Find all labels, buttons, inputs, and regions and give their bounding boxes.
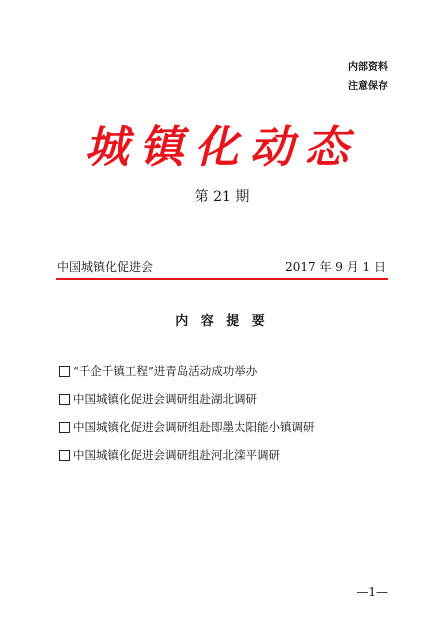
toc-item-text: “千企千镇工程”进青岛活动成功举办: [73, 364, 258, 378]
page-number: —1—: [356, 585, 388, 599]
checkbox-icon: [59, 450, 70, 461]
toc-item-text: 中国城镇化促进会调研组赴河北滦平调研: [73, 448, 280, 462]
publisher-name: 中国城镇化促进会: [57, 260, 154, 274]
toc-item: [59, 441, 315, 469]
red-divider-rule: [56, 278, 388, 280]
confidential-marks: [348, 58, 388, 96]
toc-item-text: 中国城镇化促进会调研组赴即墨太阳能小镇调研: [73, 420, 315, 434]
toc-item: [59, 385, 315, 413]
checkbox-icon: [59, 422, 70, 433]
checkbox-icon: [59, 394, 70, 405]
checkbox-icon: [59, 366, 70, 377]
issue-number: 第 21 期: [194, 189, 250, 205]
publication-date: 2017 年 9 月 1 日: [285, 260, 386, 274]
toc-item: [59, 357, 315, 385]
toc-list: [59, 357, 315, 469]
toc-item-text: 中国城镇化促进会调研组赴湖北调研: [73, 392, 257, 406]
confidential-mark-internal: 内部资料: [348, 62, 388, 73]
toc-heading: 内 容 提 要: [175, 314, 269, 329]
toc-item: [59, 413, 315, 441]
confidential-mark-keep: 注意保存: [348, 81, 388, 92]
masthead-title: 城镇化动态: [84, 122, 360, 173]
